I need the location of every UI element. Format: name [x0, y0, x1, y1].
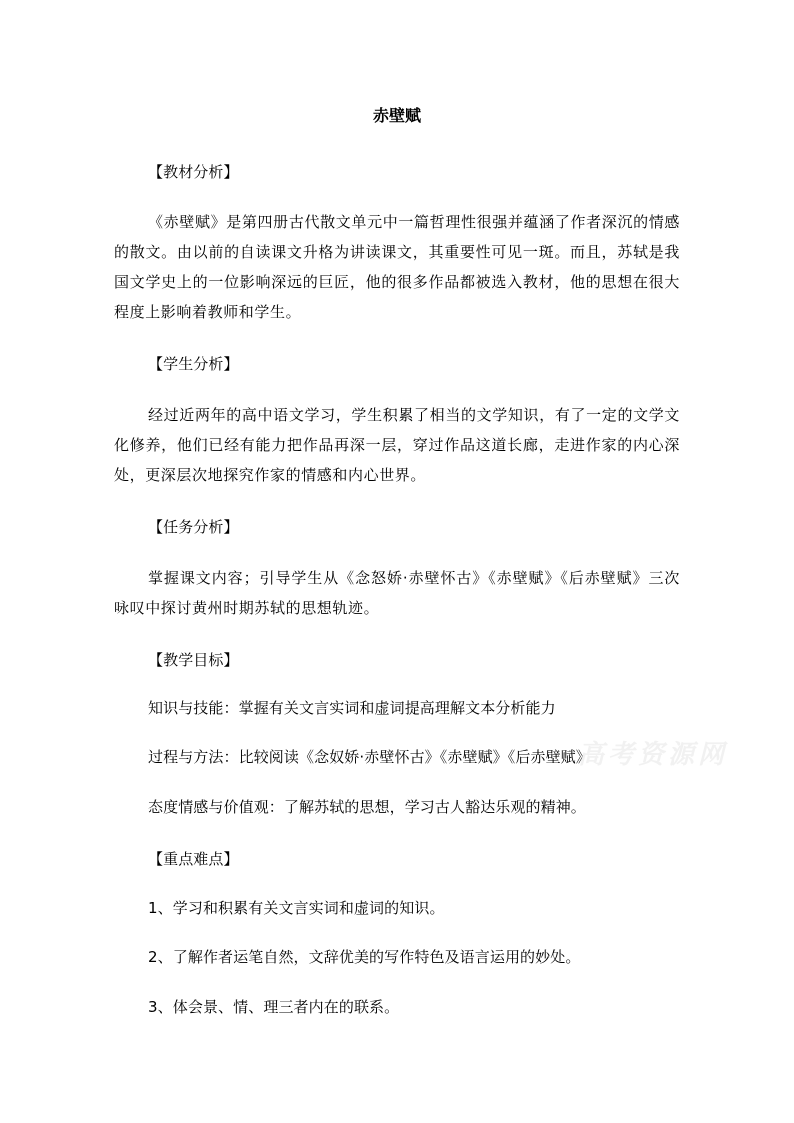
keypoint-item: 3、体会景、情、理三者内在的联系。: [148, 998, 400, 1016]
paragraph-student-analysis: 经过近两年的高中语文学习，学生积累了相当的文学知识，有了一定的文学文化修养，他们已经有能力把作品再深一层，穿过作品这道长廊，走进作家的内心深处，更深层次地探究作家的情感和内心世界。: [114, 406, 680, 484]
document-title: 赤壁赋: [372, 106, 421, 125]
paragraph-task-analysis: 掌握课文内容；引导学生从《念怒娇·赤壁怀古》《赤壁赋》《后赤壁赋》三次咏叹中探讨黄州时期苏轼的思想轨迹。: [114, 569, 680, 617]
goal-item: 知识与技能：掌握有关文言实词和虚词提高理解文本分析能力: [148, 699, 556, 717]
paragraph-textbook-analysis: 《赤壁赋》是第四册古代散文单元中一篇哲理性很强并蕴涵了作者深沉的情感的散文。由以前的自读课文升格为讲读课文，其重要性可见一斑。而且，苏轼是我国文学史上的一位影响深远的巨匠，他的很多作品都被选入教材，他的思想在很大程度上影响着教师和学生。: [114, 213, 680, 321]
heading-task-analysis: 【任务分析】: [148, 518, 239, 536]
keypoint-item: 2、了解作者运笔自然，文辞优美的写作特色及语言运用的妙处。: [148, 948, 581, 966]
keypoint-item: 1、学习和积累有关文言实词和虚词的知识。: [148, 899, 445, 917]
heading-student-analysis: 【学生分析】: [148, 355, 239, 373]
goal-item: 过程与方法：比较阅读《念奴娇·赤壁怀古》《赤壁赋》《后赤壁赋》: [148, 748, 591, 766]
goal-item: 态度情感与价值观：了解苏轼的思想，学习古人豁达乐观的精神。: [148, 798, 586, 816]
heading-textbook-analysis: 【教材分析】: [148, 163, 239, 181]
watermark: 高考资源网: [578, 740, 729, 770]
heading-teaching-goals: 【教学目标】: [148, 651, 239, 669]
heading-key-difficulties: 【重点难点】: [148, 850, 239, 868]
